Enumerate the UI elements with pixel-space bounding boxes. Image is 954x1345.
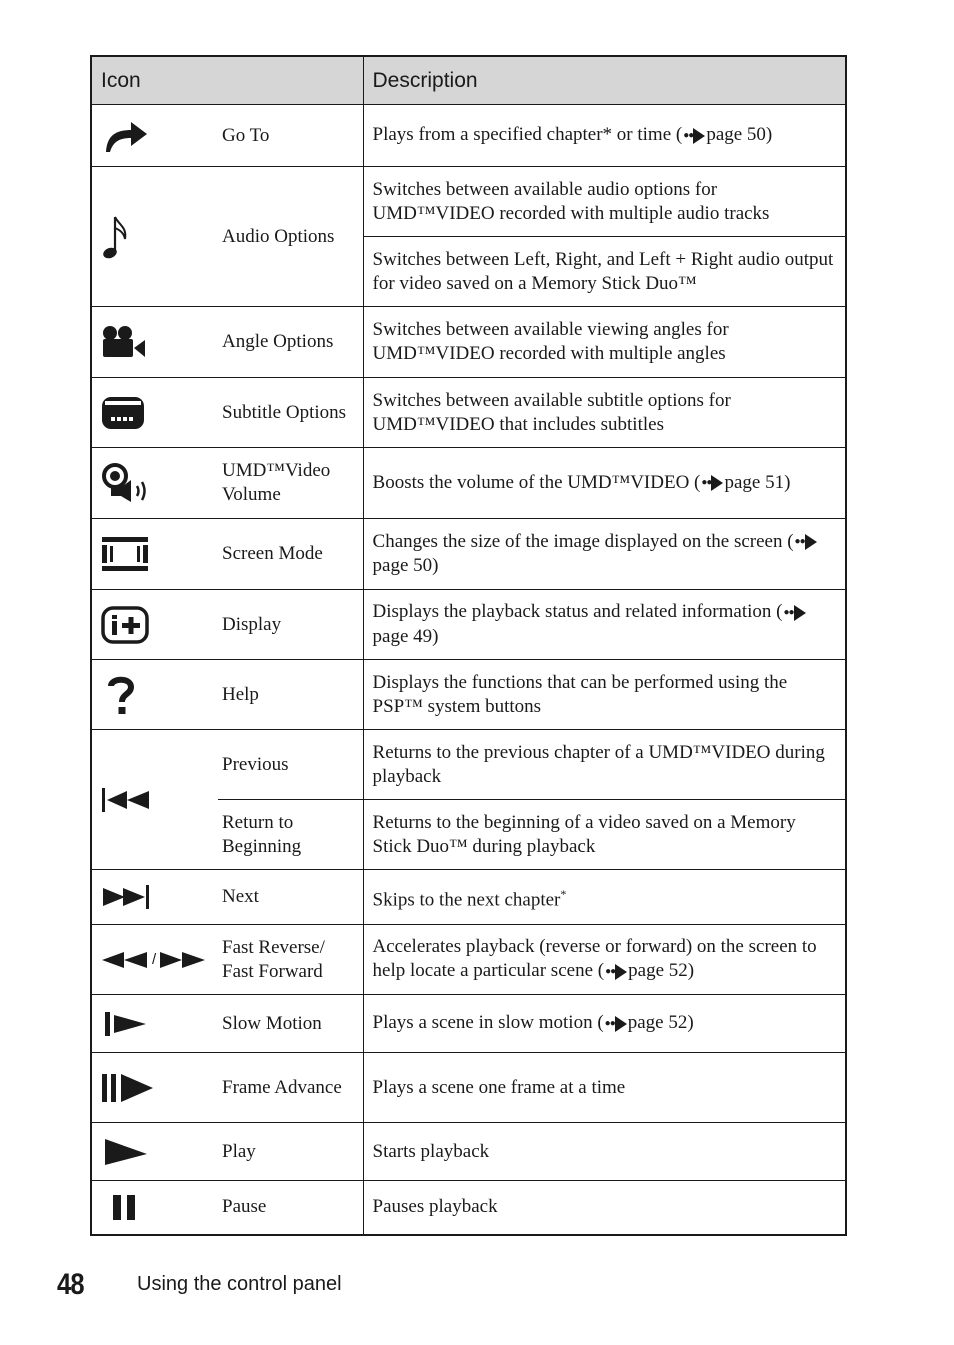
row-description: Changes the size of the image displayed on the screen ( ●● page 50) [363, 519, 846, 590]
table-row [91, 730, 846, 800]
row-name: Pause [218, 1181, 363, 1235]
row-name: Slow Motion [218, 995, 363, 1053]
row-description: Accelerates playback (reverse or forward) on the screen to help locate a particular scene ( ●● page 52) [363, 925, 846, 995]
page-ref-icon: ●● [605, 1012, 627, 1036]
row-name: Next [218, 870, 363, 925]
row-description: Returns to the previous chapter of a UMD™VIDEO during playback [363, 730, 846, 800]
table-row [91, 105, 846, 167]
table-row [91, 1181, 846, 1235]
goto-arrow-icon [101, 116, 149, 156]
row-description: Starts playback [363, 1123, 846, 1181]
table-row [91, 925, 846, 995]
next-icon [101, 884, 153, 910]
row-description: Skips to the next chapter* [363, 870, 846, 925]
page-ref-icon: ●● [701, 471, 723, 495]
row-name: UMD™Video Volume [218, 448, 363, 519]
table-row [91, 448, 846, 519]
slow-motion-icon [101, 1010, 149, 1038]
row-description: Boosts the volume of the UMD™VIDEO ( ●● page 51) [363, 448, 846, 519]
header-description: Description [363, 56, 846, 105]
row-name: Play [218, 1123, 363, 1181]
row-description: Plays from a specified chapter* or time ( ●● page 50) [363, 105, 846, 167]
row-name: Help [218, 660, 363, 730]
row-description: Pauses playback [363, 1181, 846, 1235]
row-description: Plays a scene in slow motion ( ●● page 52) [363, 995, 846, 1053]
row-description: Plays a scene one frame at a time [363, 1053, 846, 1123]
play-icon [101, 1137, 149, 1167]
table-row [91, 870, 846, 925]
display-info-icon [101, 606, 149, 644]
row-name: Audio Options [218, 167, 363, 307]
table-row [91, 167, 846, 237]
row-name: Return to Beginning [218, 800, 363, 870]
row-description: Returns to the beginning of a video saved on a Memory Stick Duo™ during playback [363, 800, 846, 870]
screen-mode-icon [101, 536, 149, 572]
page-ref-icon: ●● [605, 960, 627, 984]
fast-forward-icon [159, 949, 207, 971]
row-name: Display [218, 590, 363, 660]
control-panel-table [90, 55, 847, 1236]
table-row [91, 519, 846, 590]
page-ref-icon: ●● [783, 601, 805, 625]
row-name: Go To [218, 105, 363, 167]
frame-advance-icon [101, 1072, 155, 1104]
row-description: Switches between Left, Right, and Left + Right audio output for video saved on a Memory Stick Duo™ [363, 237, 846, 307]
table-row [91, 1123, 846, 1181]
row-name: Fast Reverse/ Fast Forward [218, 925, 363, 995]
footer-section-title: Using the control panel [137, 1273, 342, 1295]
table-row [91, 307, 846, 378]
table-row [91, 995, 846, 1053]
volume-icon [101, 462, 155, 504]
table-row [91, 590, 846, 660]
row-name: Screen Mode [218, 519, 363, 590]
row-name: Frame Advance [218, 1053, 363, 1123]
pause-icon [101, 1192, 141, 1222]
table-header [91, 56, 846, 105]
row-name: Subtitle Options [218, 378, 363, 448]
fast-reverse-icon [101, 949, 149, 971]
table-row [91, 660, 846, 730]
row-description: Switches between available audio options for UMD™VIDEO recorded with multiple audio tracks [363, 167, 846, 237]
slash-separator: / [152, 951, 157, 968]
table-row [91, 378, 846, 448]
camera-icon [101, 325, 147, 359]
header-icon: Icon [91, 56, 363, 105]
previous-icon [101, 787, 153, 813]
table-row [91, 1053, 846, 1123]
row-name: Angle Options [218, 307, 363, 378]
page-ref-icon: ●● [795, 530, 817, 554]
row-description: Displays the playback status and related information ( ●● page 49) [363, 590, 846, 660]
row-description: Switches between available subtitle options for UMD™VIDEO that includes subtitles [363, 378, 846, 448]
page-ref-icon: ●● [683, 124, 705, 148]
subtitle-icon [101, 396, 145, 430]
row-description: Switches between available viewing angles for UMD™VIDEO recorded with multiple angles [363, 307, 846, 378]
row-name: Previous [218, 730, 363, 800]
question-mark-icon [101, 674, 141, 716]
row-description: Displays the functions that can be performed using the PSP™ system buttons [363, 660, 846, 730]
music-note-icon [101, 213, 131, 261]
page-number: 48 [57, 1268, 84, 1301]
